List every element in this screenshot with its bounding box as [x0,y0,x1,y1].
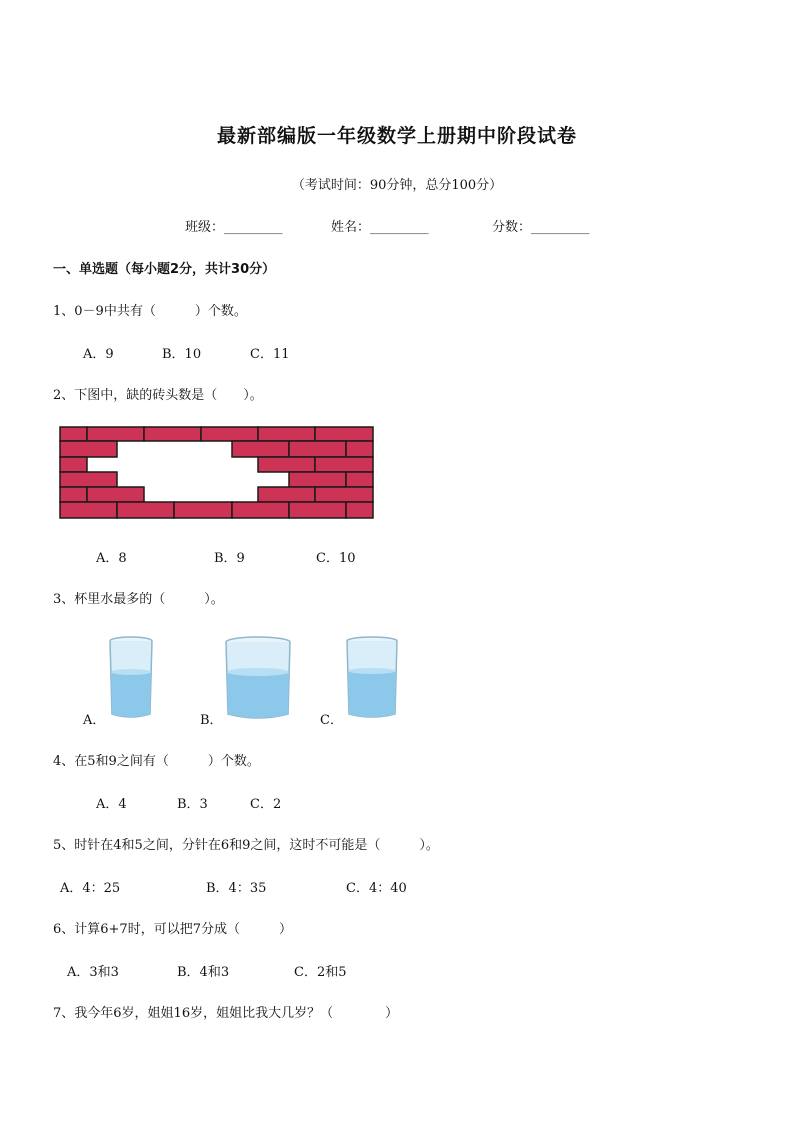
option-5a[interactable]: A．4：25 [60,881,121,896]
cup-a-image [108,636,154,720]
question-6: 6、计算6+7时，可以把7分成（ ） [53,922,292,937]
option-6a[interactable]: A．3和3 [67,965,119,980]
option-6b[interactable]: B．4和3 [177,965,230,980]
question-2: 2、下图中，缺的砖头数是（ ）。 [53,388,263,403]
option-1b[interactable]: B．10 [162,347,202,362]
option-4c[interactable]: C．2 [250,797,282,812]
score-field[interactable]: 分数：_________ [492,220,590,235]
question-5: 5、时针在4和5之间，分针在6和9之间，这时不可能是（ ）。 [53,838,439,853]
option-5c[interactable]: C．4：40 [346,881,407,896]
option-3b[interactable]: B． [200,713,223,728]
exam-info: （考试时间：90分钟，总分100分） [291,178,503,193]
option-6c[interactable]: C．2和5 [294,965,347,980]
option-5b[interactable]: B．4：35 [206,881,267,896]
option-4a[interactable]: A．4 [96,797,127,812]
question-7: 7、我今年6岁，姐姐16岁，姐姐比我大几岁？（ ） [53,1006,399,1021]
option-3c[interactable]: C． [320,713,343,728]
option-2b[interactable]: B．9 [214,551,245,566]
question-1: 1、0－9中共有（ ）个数。 [53,304,247,319]
option-1c[interactable]: C．11 [250,347,290,362]
option-2a[interactable]: A．8 [96,551,127,566]
class-field[interactable]: 班级：_________ [185,220,283,235]
option-4b[interactable]: B．3 [177,797,208,812]
cup-c-image [345,636,399,720]
option-2c[interactable]: C．10 [316,551,356,566]
page-title: 最新部编版一年级数学上册期中阶段试卷 [216,125,577,147]
question-3: 3、杯里水最多的（ ）。 [53,592,224,607]
option-3a[interactable]: A． [83,713,106,728]
option-1a[interactable]: A．9 [83,347,114,362]
cup-b-image [224,636,292,722]
brick-wall-figure [59,426,375,520]
question-4: 4、在5和9之间有（ ）个数。 [53,754,260,769]
name-field[interactable]: 姓名：_________ [331,220,429,235]
section-title: 一、单选题（每小题2分，共计30分） [53,262,276,277]
